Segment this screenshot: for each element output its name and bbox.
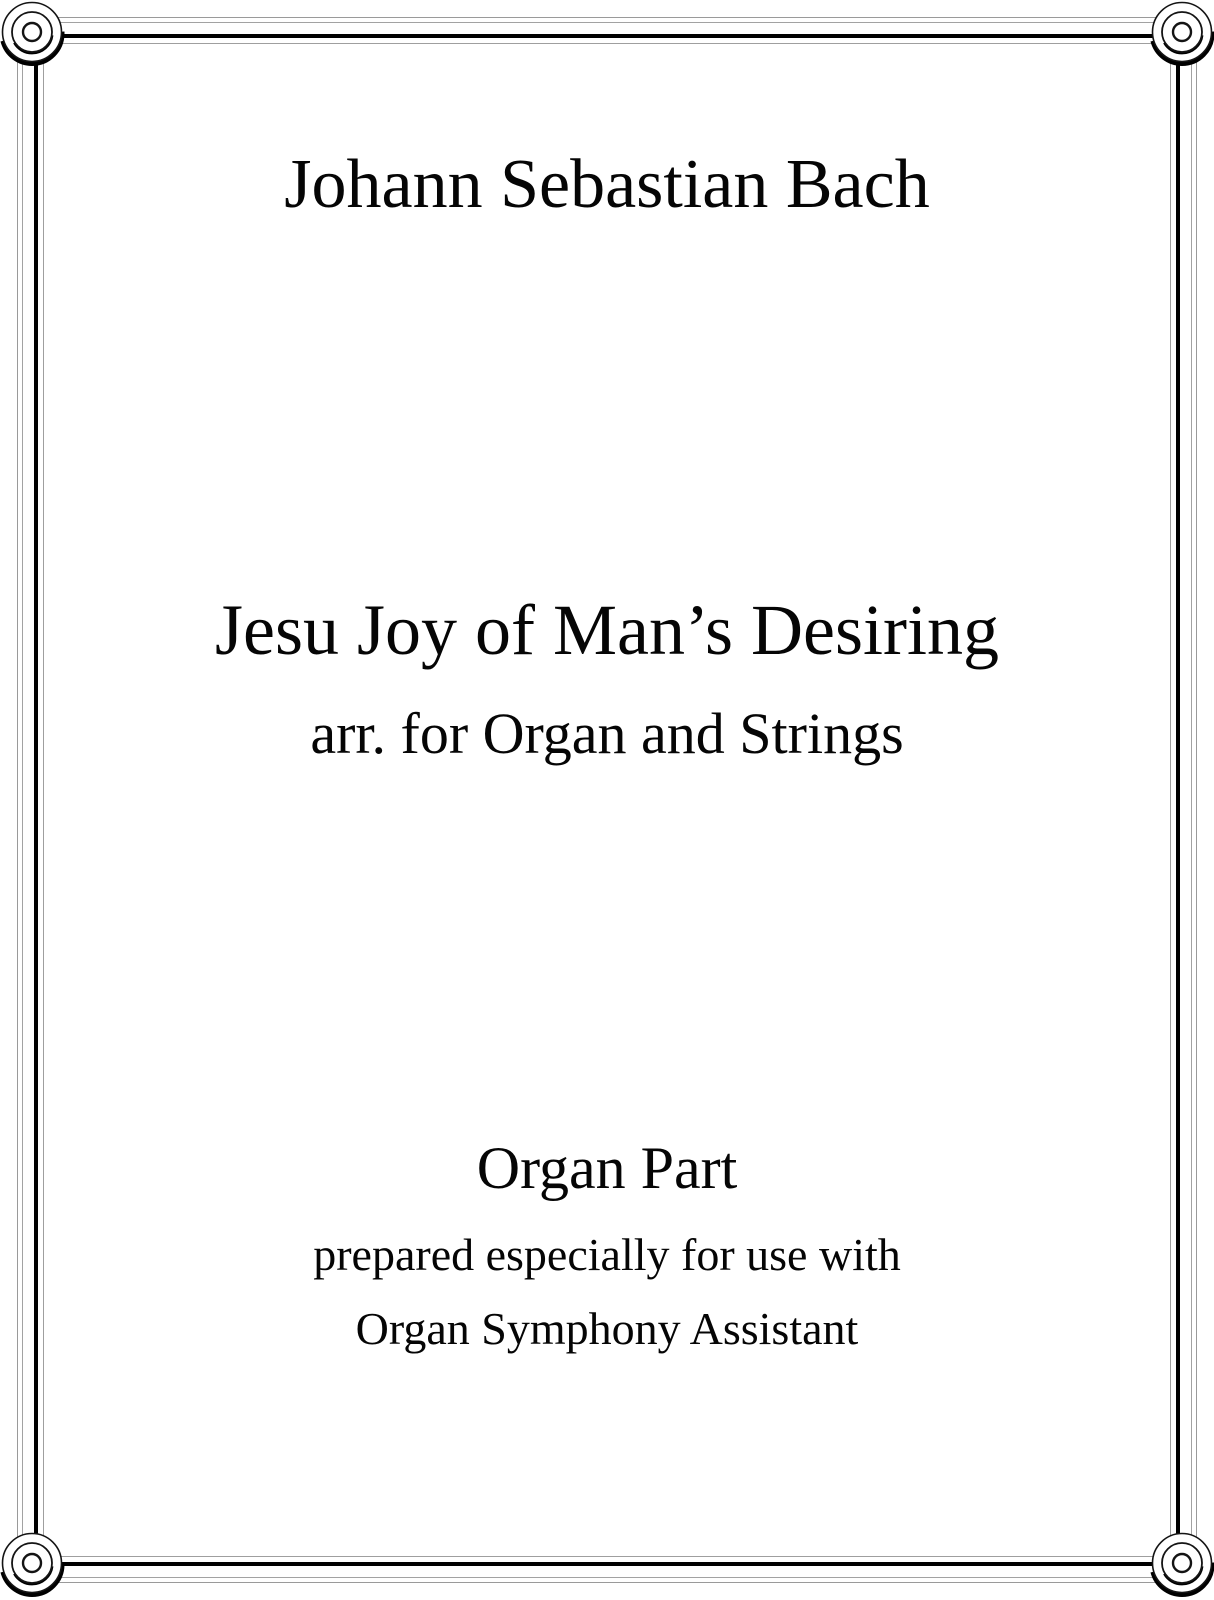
preparation-note-line-1: prepared especially for use with xyxy=(313,1229,901,1280)
rosette-icon xyxy=(0,1525,70,1600)
part-heading: Organ Part xyxy=(476,1135,738,1201)
rosette-icon xyxy=(0,0,70,70)
preparation-note-line-2: Organ Symphony Assistant xyxy=(355,1303,859,1354)
rosette-icon xyxy=(1144,1525,1214,1600)
composer-name: Johann Sebastian Bach xyxy=(284,146,930,223)
rosette-icon xyxy=(1144,0,1214,70)
arrangement-subtitle: arr. for Organ and Strings xyxy=(310,701,904,766)
piece-title: Jesu Joy of Man’s Desiring xyxy=(215,590,999,670)
